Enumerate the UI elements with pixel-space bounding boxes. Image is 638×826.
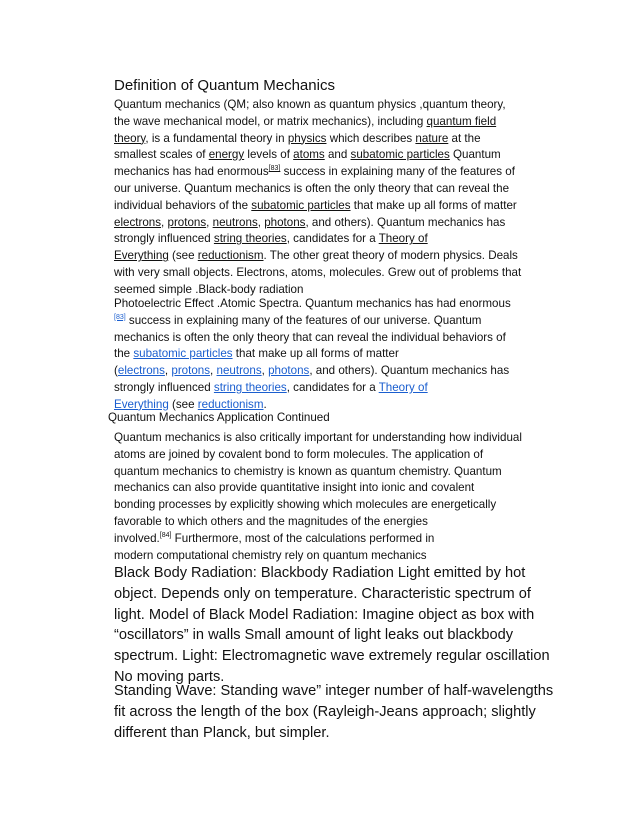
link-theory-of-everything[interactable]: Everything	[114, 249, 169, 263]
text-span: mechanics is often the only theory that can reveal the individual behaviors of	[114, 330, 506, 344]
link-reductionism[interactable]: reductionism	[197, 397, 264, 411]
link-photons[interactable]: photons	[268, 364, 310, 378]
text-line: different than Planck, but simpler.	[114, 724, 330, 741]
link-reductionism[interactable]: reductionism	[197, 249, 264, 263]
text-span: ,	[261, 364, 269, 378]
text-span: , and others). Quantum mechanics has	[305, 215, 506, 229]
text-span: , candidates for a	[286, 232, 379, 246]
text-line: No moving parts.	[114, 668, 225, 685]
link-electrons[interactable]: electrons	[114, 215, 162, 229]
link-theory-of-everything[interactable]: Theory of	[378, 380, 428, 394]
text-span: involved.	[114, 531, 160, 545]
text-line	[114, 330, 526, 347]
text-line	[114, 131, 526, 148]
paragraph-definition	[114, 97, 526, 299]
text-line	[114, 114, 526, 131]
text-span: that make up all forms of matter	[232, 347, 399, 361]
text-span: the wave mechanical model, or matrix mechanics), including	[114, 114, 427, 128]
text-line	[114, 97, 526, 114]
text-span: strongly influenced	[114, 380, 214, 394]
paragraph-application	[114, 430, 526, 564]
text-span: Quantum mechanics (QM; also known as quantum physics ,quantum theory,	[114, 98, 506, 111]
text-span: , candidates for a	[286, 380, 379, 394]
text-span: levels of	[244, 148, 294, 162]
text-span: , and others). Quantum mechanics has	[309, 364, 510, 378]
text-span: the	[114, 347, 134, 361]
text-line: spectrum. Light: Electromagnetic wave extremely regular oscillation	[114, 648, 550, 665]
text-line	[114, 296, 526, 313]
text-line	[114, 181, 526, 198]
text-span: seemed simple .Black-body radiation	[114, 282, 304, 296]
text-span: Furthermore, most of the calculations performed in	[171, 531, 435, 545]
link-protons[interactable]: protons	[167, 215, 207, 229]
text-line: “oscillators” in walls Small amount of light leaks out blackbody	[114, 627, 514, 644]
text-span: (see	[168, 397, 198, 411]
text-line	[114, 248, 526, 265]
text-span: at the	[448, 131, 481, 145]
page-title: Definition of Quantum Mechanics	[114, 77, 335, 94]
text-span: modern computational chemistry rely on quantum mechanics	[114, 548, 427, 562]
text-span: with very small objects. Electrons, atoms, molecules. Grew out of problems that	[114, 265, 522, 279]
text-span: quantum mechanics to chemistry is known as quantum chemistry. Quantum	[114, 464, 502, 478]
text-line	[114, 147, 526, 164]
text-span: our universe. Quantum mechanics is often the only theory that can reveal the	[114, 181, 510, 195]
link-subatomic-particles[interactable]: subatomic particles	[251, 198, 351, 212]
text-line	[114, 430, 526, 447]
link-photons[interactable]: photons	[264, 215, 306, 229]
link-quantum-field[interactable]: quantum field	[426, 114, 497, 128]
text-span: success in explaining many of the features of	[280, 165, 515, 179]
text-line	[114, 215, 526, 232]
text-span: ,	[210, 364, 217, 378]
text-span: which describes	[326, 131, 416, 145]
text-line: light. Model of Black Model Radiation: Imagine object as box with	[114, 606, 535, 623]
link-electrons[interactable]: electrons	[117, 364, 165, 378]
text-line	[114, 514, 526, 531]
citation-link[interactable]: [83]	[268, 165, 281, 173]
text-line	[114, 447, 526, 464]
link-neutrons[interactable]: neutrons	[216, 364, 262, 378]
text-span: atoms are joined by covalent bond to form molecules. The application of	[114, 447, 484, 461]
text-span: . The other great theory of modern physics. Deals	[263, 249, 518, 263]
text-span: strongly influenced	[114, 232, 214, 246]
link-string-theories[interactable]: string theories	[213, 232, 287, 246]
link-subatomic-particles[interactable]: subatomic particles	[350, 148, 450, 162]
text-span: individual behaviors of the	[114, 198, 252, 212]
link-nature[interactable]: nature	[415, 131, 449, 145]
paragraph-photoelectric	[114, 296, 526, 414]
text-line	[114, 346, 526, 363]
text-line	[114, 363, 526, 380]
link-atoms[interactable]: atoms	[293, 148, 325, 162]
citation-marker: [84]	[159, 531, 172, 539]
text-span: ,	[257, 215, 265, 229]
text-span: , is a fundamental theory in	[145, 131, 288, 145]
text-line: fit across the length of the box (Rayleigh-Jeans approach; slightly	[114, 703, 536, 720]
text-span: ,	[206, 215, 213, 229]
text-span: ,	[161, 215, 168, 229]
text-line	[114, 313, 526, 330]
text-line	[114, 265, 526, 282]
paragraph-standing-wave	[114, 681, 554, 743]
link-theory-of-everything[interactable]: Everything	[114, 397, 169, 411]
link-string-theories[interactable]: string theories	[213, 380, 287, 394]
link-subatomic-particles[interactable]: subatomic particles	[133, 347, 233, 361]
text-span: bonding processes by explicitly showing which molecules are energetically	[114, 498, 497, 512]
paragraph-black-body	[114, 563, 550, 688]
text-span: mechanics has had enormous	[114, 165, 269, 179]
text-line: Black Body Radiation: Blackbody Radiation Light emitted by hot	[114, 565, 526, 581]
text-line	[114, 464, 526, 481]
text-span: success in explaining many of the features of our universe. Quantum	[125, 313, 482, 327]
link-theory-of-everything[interactable]: Theory of	[378, 232, 428, 246]
text-span: Quantum mechanics is also critically important for understanding how individual	[114, 431, 522, 444]
text-span: smallest scales of	[114, 148, 209, 162]
text-span: (	[114, 364, 118, 378]
text-line	[114, 531, 526, 548]
text-span: ,	[164, 364, 172, 378]
text-line	[114, 548, 526, 565]
link-protons[interactable]: protons	[171, 364, 211, 378]
text-span: mechanics can also provide quantitative insight into ionic and covalent	[114, 481, 475, 495]
text-line	[114, 380, 526, 397]
text-line	[114, 198, 526, 215]
text-span: Photoelectric Effect .Atomic Spectra. Quantum mechanics has had enormous	[114, 297, 511, 310]
link-energy[interactable]: energy	[208, 148, 245, 162]
text-line	[114, 480, 526, 497]
link-neutrons[interactable]: neutrons	[212, 215, 258, 229]
section-heading: Quantum Mechanics Application Continued	[108, 411, 330, 424]
link-theory[interactable]: theory	[114, 131, 146, 145]
text-line	[114, 231, 526, 248]
text-span: (see	[168, 249, 198, 263]
text-span: favorable to which others and the magnitudes of the energies	[114, 514, 428, 528]
text-line: object. Depends only on temperature. Characteristic spectrum of	[114, 585, 531, 602]
text-line	[114, 164, 526, 181]
text-line: Standing Wave: Standing wave” integer number of half-wavelengths	[114, 683, 554, 699]
text-span: Quantum	[449, 148, 501, 162]
text-span: .	[263, 397, 267, 411]
text-span: that make up all forms of matter	[350, 198, 517, 212]
text-span: and	[324, 148, 351, 162]
link-physics[interactable]: physics	[287, 131, 327, 145]
text-line	[114, 497, 526, 514]
citation-link[interactable]: [83]	[114, 313, 126, 321]
